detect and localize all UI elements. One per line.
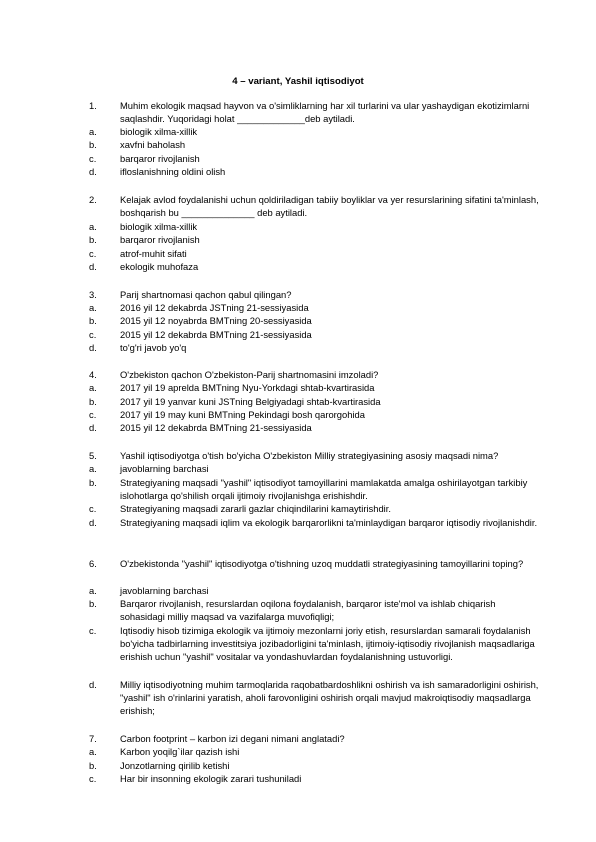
option-text: barqaror rivojlanish	[120, 153, 200, 164]
option-letter: c.	[89, 773, 97, 784]
option-letter: a.	[89, 302, 97, 313]
option-letter: c.	[89, 248, 97, 259]
option-text: Strategiyaning maqsadi iqlim va ekologik barqarorlikni ta'minlaydigan barqaror iqtisodiy rivojlanishdir.	[120, 517, 538, 528]
option-text: Jonzotlarning qirilib ketishi	[120, 760, 230, 771]
option-letter: a.	[89, 126, 97, 137]
option-letter: b.	[89, 396, 97, 407]
option-text: 2015 yil 12 dekabrda BMTning 21-sessiyasida	[120, 422, 312, 433]
option-letter: a.	[89, 746, 97, 757]
option-text: 2017 yil 19 aprelda BMTning Nyu-Yorkdagi shtab-kvartirasida	[120, 382, 375, 393]
option-text: Strategiyaning maqsadi zararli gazlar chiqindilarini kamaytirishdir.	[120, 503, 391, 514]
option-letter: c.	[89, 409, 97, 420]
option-letter: d.	[89, 679, 97, 690]
option-letter: a.	[89, 382, 97, 393]
option-text: 2017 yil 19 may kuni BMTning Pekindagi bosh qarorgohida	[120, 409, 365, 420]
question-number: 7.	[89, 733, 97, 744]
question-number: 1.	[89, 100, 97, 111]
option-text: 2016 yil 12 dekabrda JSTning 21-sessiyasida	[120, 302, 309, 313]
option-text: 2015 yil 12 noyabrda BMTning 20-sessiyasida	[120, 315, 312, 326]
option-letter: a.	[89, 463, 97, 474]
option-letter: c.	[89, 503, 97, 514]
option-letter: d.	[89, 517, 97, 528]
option-text: ifloslanishning oldini olish	[120, 166, 226, 177]
question-text: Yashil iqtisodiyotga o'tish bo'yicha O'zbekiston Milliy strategiyasining asosiy maqsadi nima?	[120, 450, 499, 461]
option-text: 2015 yil 12 dekabrda BMTning 21-sessiyasida	[120, 329, 312, 340]
question-text: Carbon footprint – karbon izi degani nimani anglatadi?	[120, 733, 345, 744]
option-letter: d.	[89, 422, 97, 433]
question-text: O'zbekiston qachon O'zbekiston-Parij shartnomasini imzoladi?	[120, 369, 379, 380]
option-text: atrof-muhit sifati	[120, 248, 187, 259]
option-letter: c.	[89, 153, 97, 164]
option-text: biologik xilma-xillik	[120, 221, 198, 232]
option-text: barqaror rivojlanish	[120, 234, 200, 245]
option-text: Barqaror rivojlanish, resurslardan oqilona foydalanish, barqaror iste'mol va ishlab chiqarish sohasidagi milliy maqsad va vazifalarga muvofiqligi;	[120, 598, 496, 622]
option-text: Iqtisodiy hisob tizimiga ekologik va ijtimoiy mezonlarni joriy etish, resurslardan samarali foydalanish bo'yicha tadbirlarning investitsiya jozibadorligini ta'minlash, ijtimoiy-iqtisodiy rivojlanish maqsadlariga erishish uchun "yashil" vositalar va yondashuvlardan foydalanishning ustuvorligi.	[120, 625, 535, 662]
question-number: 5.	[89, 450, 97, 461]
option-letter: c.	[89, 329, 97, 340]
option-text: xavfni baholash	[120, 139, 186, 150]
option-letter: b.	[89, 598, 97, 609]
question-number: 4.	[89, 369, 97, 380]
question-text: Muhim ekologik maqsad hayvon va o'simliklarning har xil turlarini va ular yashaydigan ekotizimlarni saqlashdir. Yuqoridagi holat _____________deb aytiladi.	[120, 100, 530, 124]
option-letter: d.	[89, 166, 97, 177]
option-text: javoblarning barchasi	[120, 585, 209, 596]
option-text: Har bir insonning ekologik zarari tushuniladi	[120, 773, 302, 784]
question-number: 6.	[89, 558, 97, 569]
option-text: ekologik muhofaza	[120, 261, 199, 272]
question-number: 2.	[89, 194, 97, 205]
option-text: Karbon yoqilg`ilar qazish ishi	[120, 746, 240, 757]
option-letter: b.	[89, 477, 97, 488]
option-letter: c.	[89, 625, 97, 636]
option-letter: a.	[89, 585, 97, 596]
option-text: to'g'ri javob yo'q	[120, 342, 187, 353]
option-letter: a.	[89, 221, 97, 232]
option-text: 2017 yil 19 yanvar kuni JSTning Belgiyadagi shtab-kvartirasida	[120, 396, 381, 407]
option-letter: d.	[89, 261, 97, 272]
option-letter: b.	[89, 234, 97, 245]
question-text: Kelajak avlod foydalanishi uchun qoldiriladigan tabiiy boyliklar va yer resurslarining sifatini ta'minlash, boshqarish bu ______________ deb aytiladi.	[120, 194, 539, 218]
question-text: Parij shartnomasi qachon qabul qilingan?	[120, 289, 292, 300]
option-letter: b.	[89, 139, 97, 150]
option-text: Strategiyaning maqsadi "yashil" iqtisodiyot tamoyillarini mamlakatda amalga oshirilayotgan tarkibiy islohotlarga qo'shilish orqali ijtimoiy rivojlanishga erishishdir.	[120, 477, 528, 501]
question-text: O'zbekistonda "yashil" iqtisodiyotga o'tishning uzoq muddatli strategiyasining tamoyillarini toping?	[120, 558, 524, 569]
option-letter: d.	[89, 342, 97, 353]
option-text: biologik xilma-xillik	[120, 126, 198, 137]
question-number: 3.	[89, 289, 97, 300]
option-letter: b.	[89, 315, 97, 326]
option-text: javoblarning barchasi	[120, 463, 209, 474]
document-title: 4 – variant, Yashil iqtisodiyot	[232, 76, 364, 87]
option-text: Milliy iqtisodiyotning muhim tarmoqlarida raqobatbardoshlikni oshirish va ish samaradorligini oshirish, "yashil" ish o'rinlarini yaratish, aholi farovonligini oshirish orqali mavjud makroiqtisodiy maqsadlarga erishish;	[120, 679, 539, 716]
option-letter: b.	[89, 760, 97, 771]
